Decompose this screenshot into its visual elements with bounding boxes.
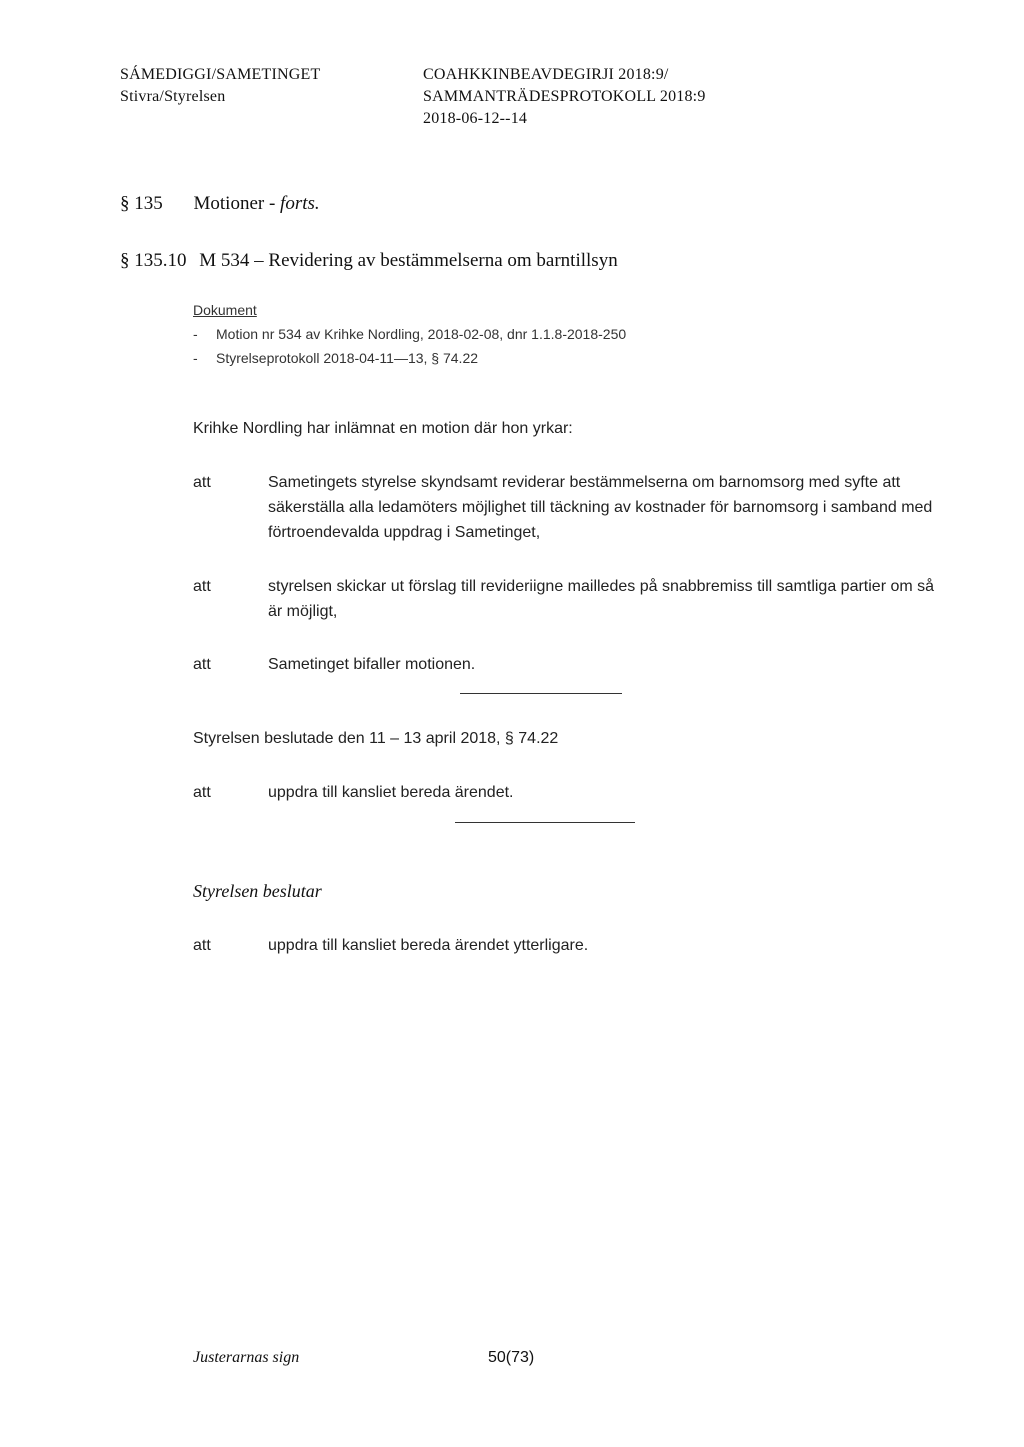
section-number: 135 (134, 193, 163, 214)
header-unit: Stivra/Styrelsen (120, 88, 226, 105)
claim-text: Sametinget bifaller motionen. (268, 656, 476, 673)
documents-title: Dokument (193, 302, 257, 318)
header-org: SÁMEDIGGI/SAMETINGET (120, 66, 321, 83)
header-left (120, 64, 320, 108)
documents-list (193, 322, 626, 370)
decision-att: att (193, 937, 211, 954)
section-heading (120, 193, 320, 215)
subsection-number: 135.10 (134, 250, 187, 271)
claim-att: att (193, 474, 211, 491)
header-protocol-sami: COAHKKINBEAVDEGIRJI 2018:9/ (423, 66, 669, 83)
section-title: Motioner - (193, 193, 276, 214)
decision-att: att (193, 784, 211, 801)
page-number: 50(73) (488, 1349, 535, 1366)
header-right (423, 64, 706, 130)
header-protocol-sv: SAMMANTRÄDESPROTOKOLL 2018:9 (423, 88, 706, 105)
decision-item (193, 933, 953, 958)
previous-decision-text: Styrelsen beslutade den 11 – 13 april 2018, § 74.22 (193, 730, 559, 747)
document-item-text: Motion nr 534 av Krihke Nordling, 2018-02-08, dnr 1.1.8-2018-250 (216, 326, 627, 342)
claim-item (193, 470, 953, 545)
claim-text: styrelsen skickar ut förslag till revideriigne mailledes på snabbremiss till samtliga partier om så är möjligt, (268, 578, 935, 620)
subsection-symbol: § (120, 250, 130, 271)
decision-heading: Styrelsen beslutar (193, 881, 322, 901)
separator-line (455, 822, 635, 823)
claim-item (193, 652, 953, 677)
motion-intro: Krihke Nordling har inlämnat en motion där hon yrkar: (193, 420, 573, 437)
document-item-text: Styrelseprotokoll 2018-04-11—13, § 74.22 (216, 350, 479, 366)
claim-att: att (193, 656, 211, 673)
header-date: 2018-06-12--14 (423, 110, 528, 127)
document-item: - Styrelseprotokoll 2018-04-11—13, § 74.22 (193, 346, 626, 370)
section-symbol: § (120, 193, 130, 214)
decision-action: uppdra till kansliet bereda ärendet ytterligare. (268, 937, 589, 954)
decision-action: uppdra till kansliet bereda ärendet. (268, 784, 514, 801)
document-item: - Motion nr 534 av Krihke Nordling, 2018-02-08, dnr 1.1.8-2018-250 (193, 322, 626, 346)
subsection-title: M 534 – Revidering av bestämmelserna om barntillsyn (199, 250, 618, 271)
claim-att: att (193, 578, 211, 595)
footer-sign-label: Justerarnas sign (193, 1349, 300, 1366)
subsection-heading (120, 250, 618, 272)
claim-item (193, 574, 953, 624)
separator-line (460, 693, 622, 694)
section-title-italic: forts. (280, 193, 320, 214)
previous-decision-item (193, 780, 953, 805)
claim-text: Sametingets styrelse skyndsamt reviderar bestämmelserna om barnomsorg med syfte att säkerställa alla ledamöters möjlighet till täckning av kostnader för barnomsorg i samband med förtroendevalda uppdrag i Sametinget, (268, 474, 933, 541)
